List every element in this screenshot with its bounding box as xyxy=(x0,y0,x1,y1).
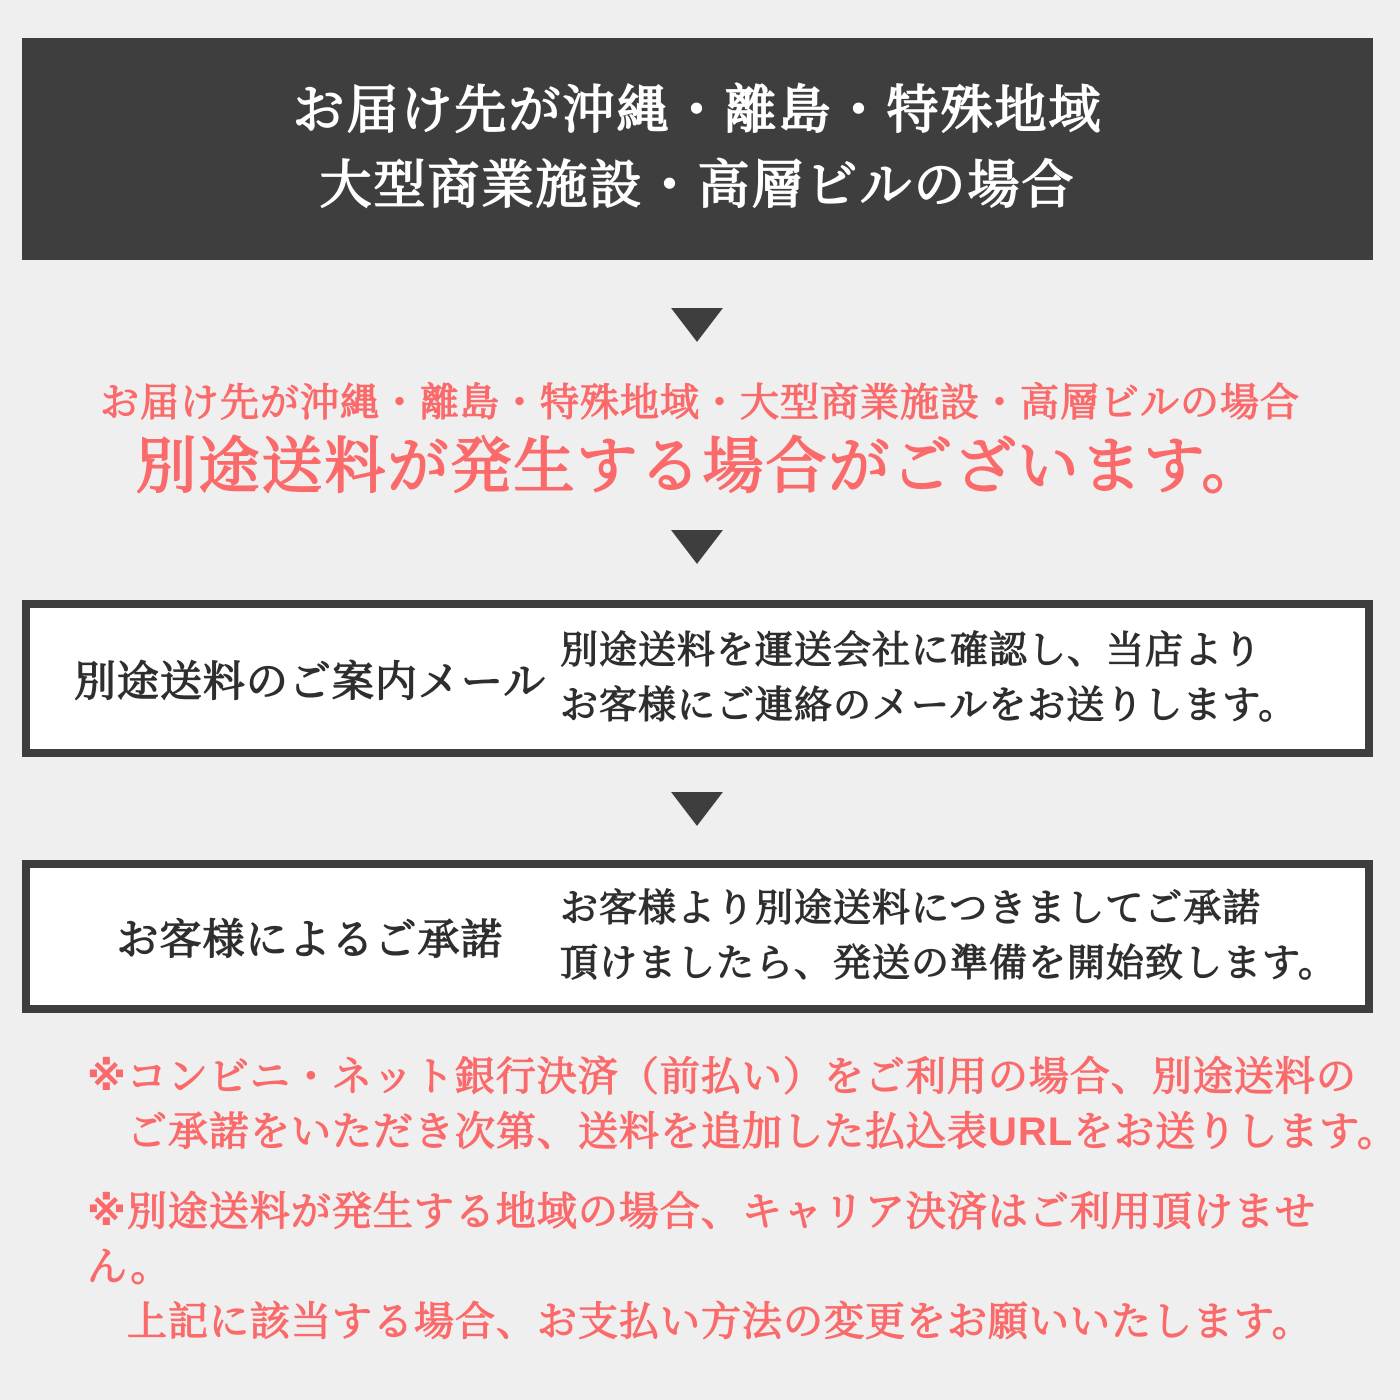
down-arrow-icon xyxy=(671,530,723,564)
header-line-2: 大型商業施設・高層ビルの場合 xyxy=(319,157,1076,215)
step-description-line-1: お客様より別途送料につきましてご承諾 xyxy=(560,887,1262,930)
footnote-carrier-payment xyxy=(0,1185,1400,1350)
step-description xyxy=(560,882,1337,992)
surcharge-warning-condition: お届け先が沖縄・離島・特殊地域・大型商業施設・高層ビルの場合 xyxy=(99,382,1300,425)
surcharge-warning-main: 別途送料が発生する場合がございます。 xyxy=(135,432,1265,500)
step-description-line-2: お客様にご連絡のメールをお送りします。 xyxy=(560,684,1298,727)
surcharge-warning xyxy=(0,379,1400,504)
step-description-line-1: 別途送料を運送会社に確認し、当店より xyxy=(560,629,1263,672)
header-line-1: お届け先が沖縄・離島・特殊地域 xyxy=(292,82,1103,140)
step-box-customer-approval xyxy=(22,860,1373,1013)
footnote-line-1: ※コンビニ・ネット銀行決済（前払い）をご利用の場合、別途送料の xyxy=(87,1055,1357,1099)
step-description xyxy=(560,624,1297,734)
header-banner xyxy=(22,38,1373,260)
step-label: お客様によるご承諾 xyxy=(116,915,504,963)
down-arrow-icon xyxy=(671,308,723,342)
footnote-line-2: 上記に該当する場合、お支払い方法の変更をお願いいたします。 xyxy=(127,1300,1313,1344)
footnote-line-1: ※別途送料が発生する地域の場合、キャリア決済はご利用頂けません。 xyxy=(87,1190,1316,1289)
step-description-line-2: 頂けましたら、発送の準備を開始致します。 xyxy=(560,942,1337,985)
footnote-line-2: ご承諾をいただき次第、送料を追加した払込表URLをお送りします。 xyxy=(127,1110,1399,1154)
step-label: 別途送料のご案内メール xyxy=(73,657,547,705)
step-box-surcharge-email xyxy=(22,600,1373,757)
down-arrow-icon xyxy=(671,792,723,826)
footnote-prepayment xyxy=(0,1050,1400,1160)
